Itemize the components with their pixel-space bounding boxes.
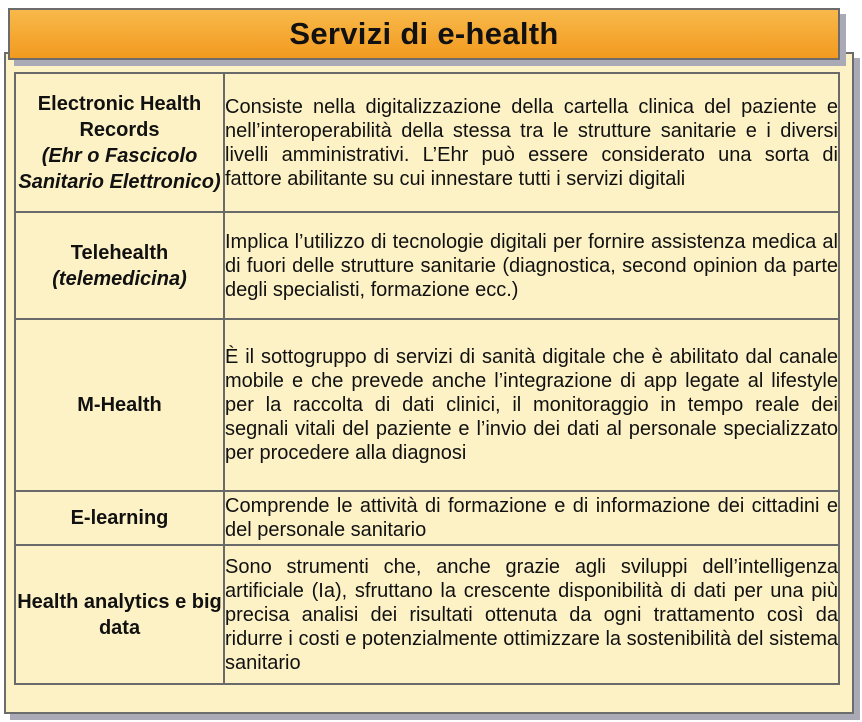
description-cell: È il sottogruppo di servizi di sanità digitale che è abilitato dal canale mobile e che prevede anche l’integrazione di app legate al lifestyle per la raccolta di dati clinici, il monitoraggio in tempo reale dei segnali vitali del paziente e l’invio dei dati al personale specializzato per procedere alla diagnosi	[224, 319, 839, 491]
description-cell: Consiste nella digitalizzazione della cartella clinica del paziente e nell’interoperabilità della stessa tra le strutture sanitarie e i diversi livelli amministrativi. L’Ehr può essere considerato una sorta di fattore abilitante su cui innestare tutti i servizi digitali	[224, 73, 839, 212]
term-subtitle: (Ehr o Fascicolo Sanitario Elettronico)	[18, 144, 221, 193]
term-label: E-learning	[70, 507, 169, 529]
term-subtitle: (telemedicina)	[52, 267, 187, 290]
table-row	[15, 545, 839, 684]
services-table	[14, 72, 840, 685]
description-cell: Sono strumenti che, anche grazie agli sviluppi dell’intelligenza artificiale (Ia), sfruttano la crescente disponibilità di dati per una più precisa analisi dei risultati ottenuta da ogni trattamento così da ridurre i costi e potenzialmente ottimizzare la sostenibilità del sistema sanitario	[224, 545, 839, 684]
term-cell	[15, 491, 224, 545]
table-row	[15, 212, 839, 319]
description-cell: Comprende le attività di formazione e di informazione dei cittadini e del personale sanitario	[224, 491, 839, 545]
term-cell	[15, 319, 224, 491]
description-cell: Implica l’utilizzo di tecnologie digitali per fornire assistenza medica al di fuori delle strutture sanitarie (diagnostica, second opinion da parte degli specialisti, formazione ecc.)	[224, 212, 839, 319]
term-cell	[15, 212, 224, 319]
term-cell	[15, 545, 224, 684]
term-label: Electronic Health Records	[37, 92, 202, 141]
page-title: Servizi di e-health	[289, 16, 559, 51]
term-label: M-Health	[77, 394, 162, 416]
term-label: Health analytics e big data	[17, 590, 222, 639]
term-cell	[15, 73, 224, 212]
term-label: Telehealth	[70, 241, 169, 264]
table-row	[15, 491, 839, 545]
table-row	[15, 73, 839, 212]
table-row	[15, 319, 839, 491]
title-bar	[8, 8, 840, 60]
